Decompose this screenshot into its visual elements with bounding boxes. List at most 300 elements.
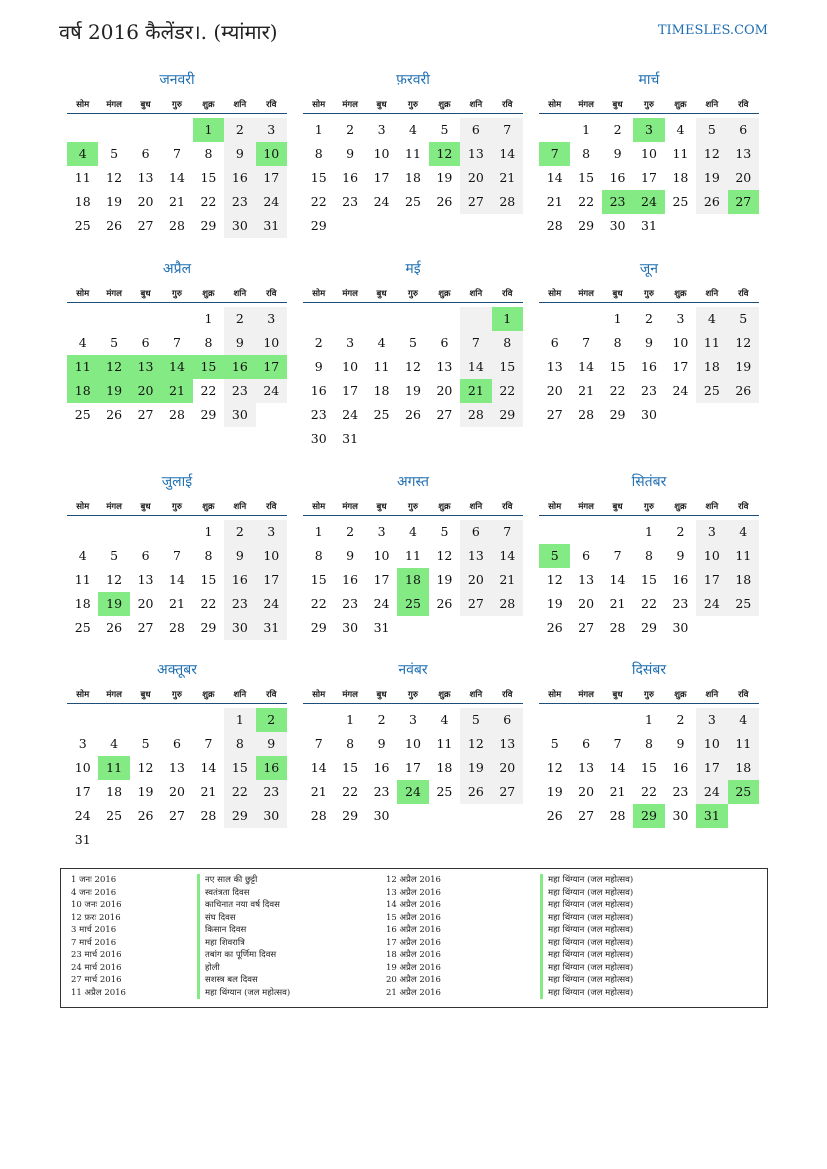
site-link[interactable]: TIMESLES.COM — [657, 23, 768, 38]
day-cell[interactable]: 5 — [110, 548, 119, 563]
day-cell[interactable]: 13 — [137, 572, 154, 587]
day-cell[interactable]: 8 — [492, 331, 523, 355]
day-cell[interactable]: 24 — [256, 592, 287, 616]
day-cell[interactable]: 24 — [696, 592, 727, 616]
day-cell[interactable]: 28 — [609, 620, 626, 635]
day-cell[interactable]: 27 — [546, 407, 563, 422]
day-cell[interactable]: 20 — [546, 383, 563, 398]
day-cell[interactable]: 26 — [106, 218, 123, 233]
day-cell[interactable]: 24 — [397, 780, 428, 804]
day-cell[interactable]: 17 — [342, 383, 359, 398]
day-cell[interactable]: 30 — [224, 403, 255, 427]
day-cell[interactable]: 28 — [609, 808, 626, 823]
day-cell[interactable]: 16 — [672, 572, 689, 587]
day-cell[interactable]: 30 — [256, 804, 287, 828]
day-cell[interactable]: 26 — [436, 596, 453, 611]
day-cell[interactable]: 10 — [405, 736, 421, 751]
day-cell[interactable]: 10 — [342, 359, 359, 374]
day-cell[interactable]: 18 — [696, 355, 727, 379]
day-cell[interactable]: 23 — [310, 407, 327, 422]
day-cell[interactable]: 26 — [137, 808, 154, 823]
day-cell[interactable]: 27 — [137, 218, 154, 233]
day-cell[interactable]: 30 — [373, 808, 390, 823]
day-cell[interactable]: 7 — [492, 118, 523, 142]
day-cell[interactable]: 7 — [539, 142, 570, 166]
day-cell[interactable]: 27 — [728, 190, 759, 214]
day-cell[interactable]: 15 — [310, 170, 327, 185]
day-cell[interactable]: 1 — [224, 708, 255, 732]
day-cell[interactable]: 10 — [256, 544, 287, 568]
day-cell[interactable]: 31 — [256, 214, 287, 238]
day-cell[interactable]: 20 — [460, 166, 491, 190]
day-cell[interactable]: 14 — [169, 170, 185, 185]
day-cell[interactable]: 7 — [173, 146, 181, 161]
day-cell[interactable]: 9 — [346, 548, 355, 563]
day-cell[interactable]: 4 — [676, 122, 685, 137]
day-cell[interactable]: 29 — [609, 407, 626, 422]
day-cell[interactable]: 28 — [200, 808, 217, 823]
day-cell[interactable]: 9 — [645, 335, 653, 350]
day-cell[interactable]: 14 — [609, 760, 626, 775]
day-cell[interactable]: 6 — [492, 708, 523, 732]
day-cell[interactable]: 12 — [546, 572, 563, 587]
day-cell[interactable]: 11 — [67, 355, 98, 379]
day-cell[interactable]: 15 — [310, 572, 327, 587]
day-cell[interactable]: 4 — [440, 712, 449, 727]
day-cell[interactable]: 7 — [613, 548, 622, 563]
day-cell[interactable]: 14 — [460, 355, 491, 379]
day-cell[interactable]: 9 — [256, 732, 287, 756]
day-cell[interactable]: 24 — [672, 383, 689, 398]
day-cell[interactable]: 15 — [641, 760, 657, 775]
day-cell[interactable]: 11 — [696, 331, 727, 355]
day-cell[interactable]: 2 — [613, 122, 622, 137]
day-cell[interactable]: 9 — [346, 146, 355, 161]
day-cell[interactable]: 22 — [609, 383, 626, 398]
day-cell[interactable]: 30 — [641, 407, 657, 422]
day-cell[interactable]: 19 — [546, 784, 563, 799]
day-cell[interactable]: 28 — [460, 403, 491, 427]
day-cell[interactable]: 28 — [492, 592, 523, 616]
day-cell[interactable]: 25 — [696, 379, 727, 403]
day-cell[interactable]: 26 — [106, 407, 123, 422]
day-cell[interactable]: 22 — [200, 194, 217, 209]
day-cell[interactable]: 29 — [633, 804, 664, 828]
day-cell[interactable]: 31 — [641, 218, 657, 233]
day-cell[interactable]: 8 — [582, 146, 591, 161]
day-cell[interactable]: 4 — [409, 524, 417, 539]
day-cell[interactable]: 17 — [641, 170, 657, 185]
day-cell[interactable]: 2 — [676, 524, 685, 539]
day-cell[interactable]: 24 — [373, 194, 390, 209]
day-cell[interactable]: 10 — [373, 548, 390, 563]
day-cell[interactable]: 29 — [200, 218, 217, 233]
day-cell[interactable]: 15 — [224, 756, 255, 780]
day-cell[interactable]: 21 — [161, 379, 192, 403]
day-cell[interactable]: 18 — [397, 568, 428, 592]
day-cell[interactable]: 29 — [342, 808, 359, 823]
day-cell[interactable]: 25 — [672, 194, 689, 209]
day-cell[interactable]: 28 — [492, 190, 523, 214]
day-cell[interactable]: 6 — [173, 736, 181, 751]
day-cell[interactable]: 28 — [169, 218, 185, 233]
day-cell[interactable]: 21 — [200, 784, 217, 799]
day-cell[interactable]: 3 — [377, 524, 386, 539]
day-cell[interactable]: 19 — [436, 572, 453, 587]
day-cell[interactable]: 22 — [492, 379, 523, 403]
day-cell[interactable]: 6 — [460, 520, 491, 544]
day-cell[interactable]: 28 — [169, 620, 185, 635]
day-cell[interactable]: 25 — [373, 407, 390, 422]
day-cell[interactable]: 24 — [633, 190, 664, 214]
day-cell[interactable]: 20 — [169, 784, 185, 799]
day-cell[interactable]: 22 — [578, 194, 595, 209]
day-cell[interactable]: 13 — [492, 732, 523, 756]
day-cell[interactable]: 6 — [141, 335, 150, 350]
day-cell[interactable]: 24 — [74, 808, 91, 823]
day-cell[interactable]: 8 — [613, 335, 622, 350]
day-cell[interactable]: 17 — [672, 359, 689, 374]
day-cell[interactable]: 14 — [169, 572, 185, 587]
day-cell[interactable]: 19 — [436, 170, 453, 185]
day-cell[interactable]: 18 — [728, 568, 759, 592]
day-cell[interactable]: 10 — [373, 146, 390, 161]
day-cell[interactable]: 3 — [409, 712, 417, 727]
day-cell[interactable]: 7 — [613, 736, 622, 751]
day-cell[interactable]: 17 — [373, 170, 390, 185]
day-cell[interactable]: 23 — [342, 596, 359, 611]
day-cell[interactable]: 16 — [672, 760, 689, 775]
day-cell[interactable]: 4 — [78, 335, 87, 350]
day-cell[interactable]: 31 — [342, 431, 359, 446]
day-cell[interactable]: 25 — [106, 808, 123, 823]
day-cell[interactable]: 14 — [546, 170, 563, 185]
day-cell[interactable]: 20 — [137, 596, 154, 611]
day-cell[interactable]: 21 — [609, 596, 626, 611]
day-cell[interactable]: 28 — [578, 407, 595, 422]
day-cell[interactable]: 22 — [200, 596, 217, 611]
day-cell[interactable]: 16 — [373, 760, 390, 775]
day-cell[interactable]: 18 — [672, 170, 689, 185]
day-cell[interactable]: 3 — [633, 118, 664, 142]
day-cell[interactable]: 8 — [224, 732, 255, 756]
day-cell[interactable]: 25 — [74, 620, 91, 635]
day-cell[interactable]: 8 — [204, 146, 213, 161]
day-cell[interactable]: 31 — [74, 832, 91, 847]
day-cell[interactable]: 18 — [74, 596, 91, 611]
day-cell[interactable]: 3 — [377, 122, 386, 137]
day-cell[interactable]: 4 — [110, 736, 119, 751]
day-cell[interactable]: 15 — [492, 355, 523, 379]
day-cell[interactable]: 31 — [256, 616, 287, 640]
day-cell[interactable]: 27 — [492, 780, 523, 804]
day-cell[interactable]: 23 — [224, 190, 255, 214]
day-cell[interactable]: 13 — [436, 359, 453, 374]
day-cell[interactable]: 22 — [342, 784, 359, 799]
day-cell[interactable]: 18 — [405, 170, 421, 185]
day-cell[interactable]: 19 — [106, 194, 123, 209]
day-cell[interactable]: 9 — [314, 359, 323, 374]
day-cell[interactable]: 16 — [224, 568, 255, 592]
day-cell[interactable]: 17 — [373, 572, 390, 587]
day-cell[interactable]: 21 — [169, 194, 185, 209]
day-cell[interactable]: 6 — [460, 118, 491, 142]
day-cell[interactable]: 3 — [696, 708, 727, 732]
day-cell[interactable]: 5 — [696, 118, 727, 142]
day-cell[interactable]: 25 — [728, 592, 759, 616]
day-cell[interactable]: 15 — [200, 170, 217, 185]
day-cell[interactable]: 11 — [728, 544, 759, 568]
day-cell[interactable]: 30 — [609, 218, 626, 233]
day-cell[interactable]: 10 — [256, 142, 287, 166]
day-cell[interactable]: 4 — [728, 520, 759, 544]
day-cell[interactable]: 10 — [696, 544, 727, 568]
day-cell[interactable]: 14 — [609, 572, 626, 587]
day-cell[interactable]: 16 — [342, 572, 359, 587]
day-cell[interactable]: 14 — [161, 355, 192, 379]
day-cell[interactable]: 16 — [342, 170, 359, 185]
day-cell[interactable]: 20 — [137, 194, 154, 209]
day-cell[interactable]: 1 — [314, 524, 323, 539]
day-cell[interactable]: 18 — [373, 383, 390, 398]
day-cell[interactable]: 22 — [200, 383, 217, 398]
day-cell[interactable]: 22 — [641, 784, 657, 799]
day-cell[interactable]: 14 — [200, 760, 217, 775]
day-cell[interactable]: 17 — [256, 166, 287, 190]
day-cell[interactable]: 25 — [74, 218, 91, 233]
day-cell[interactable]: 1 — [492, 307, 523, 331]
day-cell[interactable]: 15 — [609, 359, 626, 374]
day-cell[interactable]: 4 — [78, 548, 87, 563]
day-cell[interactable]: 5 — [141, 736, 150, 751]
day-cell[interactable]: 4 — [728, 708, 759, 732]
day-cell[interactable]: 21 — [460, 379, 491, 403]
day-cell[interactable]: 1 — [204, 311, 213, 326]
day-cell[interactable]: 20 — [130, 379, 161, 403]
day-cell[interactable]: 3 — [256, 520, 287, 544]
day-cell[interactable]: 28 — [310, 808, 327, 823]
day-cell[interactable]: 19 — [546, 596, 563, 611]
day-cell[interactable]: 16 — [609, 170, 626, 185]
day-cell[interactable]: 10 — [696, 732, 727, 756]
day-cell[interactable]: 9 — [613, 146, 622, 161]
day-cell[interactable]: 7 — [173, 335, 181, 350]
day-cell[interactable]: 3 — [676, 311, 685, 326]
day-cell[interactable]: 17 — [256, 355, 287, 379]
day-cell[interactable]: 2 — [224, 307, 255, 331]
day-cell[interactable]: 22 — [310, 596, 327, 611]
day-cell[interactable]: 19 — [460, 756, 491, 780]
day-cell[interactable]: 10 — [256, 331, 287, 355]
day-cell[interactable]: 9 — [676, 548, 685, 563]
day-cell[interactable]: 8 — [204, 335, 213, 350]
day-cell[interactable]: 18 — [436, 760, 453, 775]
day-cell[interactable]: 26 — [436, 194, 453, 209]
day-cell[interactable]: 25 — [405, 194, 421, 209]
day-cell[interactable]: 16 — [224, 355, 255, 379]
day-cell[interactable]: 24 — [256, 190, 287, 214]
day-cell[interactable]: 5 — [110, 335, 119, 350]
day-cell[interactable]: 12 — [460, 732, 491, 756]
day-cell[interactable]: 11 — [728, 732, 759, 756]
day-cell[interactable]: 20 — [578, 784, 595, 799]
day-cell[interactable]: 21 — [578, 383, 595, 398]
day-cell[interactable]: 20 — [492, 756, 523, 780]
day-cell[interactable]: 23 — [641, 383, 657, 398]
day-cell[interactable]: 16 — [310, 383, 327, 398]
day-cell[interactable]: 14 — [310, 760, 327, 775]
day-cell[interactable]: 22 — [224, 780, 255, 804]
day-cell[interactable]: 11 — [98, 756, 129, 780]
day-cell[interactable]: 3 — [696, 520, 727, 544]
day-cell[interactable]: 12 — [137, 760, 154, 775]
day-cell[interactable]: 8 — [204, 548, 213, 563]
day-cell[interactable]: 11 — [373, 359, 390, 374]
day-cell[interactable]: 21 — [169, 596, 185, 611]
day-cell[interactable]: 9 — [676, 736, 685, 751]
day-cell[interactable]: 1 — [582, 122, 591, 137]
day-cell[interactable]: 14 — [492, 142, 523, 166]
day-cell[interactable]: 12 — [106, 170, 123, 185]
day-cell[interactable]: 30 — [224, 214, 255, 238]
day-cell[interactable]: 15 — [342, 760, 359, 775]
day-cell[interactable]: 28 — [169, 407, 185, 422]
day-cell[interactable]: 2 — [224, 520, 255, 544]
day-cell[interactable]: 29 — [310, 218, 327, 233]
day-cell[interactable]: 12 — [436, 548, 453, 563]
day-cell[interactable]: 16 — [256, 756, 287, 780]
day-cell[interactable]: 13 — [728, 142, 759, 166]
day-cell[interactable]: 2 — [314, 335, 323, 350]
day-cell[interactable]: 25 — [728, 780, 759, 804]
day-cell[interactable]: 11 — [74, 572, 91, 587]
day-cell[interactable]: 9 — [224, 331, 255, 355]
day-cell[interactable]: 21 — [492, 568, 523, 592]
day-cell[interactable]: 29 — [200, 407, 217, 422]
day-cell[interactable]: 8 — [314, 146, 323, 161]
day-cell[interactable]: 26 — [106, 620, 123, 635]
day-cell[interactable]: 11 — [405, 548, 421, 563]
day-cell[interactable]: 19 — [137, 784, 154, 799]
day-cell[interactable]: 19 — [98, 592, 129, 616]
day-cell[interactable]: 23 — [672, 596, 689, 611]
day-cell[interactable]: 2 — [346, 122, 355, 137]
day-cell[interactable]: 23 — [224, 379, 255, 403]
day-cell[interactable]: 26 — [405, 407, 421, 422]
day-cell[interactable]: 1 — [613, 311, 622, 326]
day-cell[interactable]: 13 — [130, 355, 161, 379]
day-cell[interactable]: 5 — [440, 122, 449, 137]
day-cell[interactable]: 4 — [409, 122, 417, 137]
day-cell[interactable]: 5 — [460, 708, 491, 732]
day-cell[interactable]: 24 — [342, 407, 359, 422]
day-cell[interactable]: 12 — [429, 142, 460, 166]
day-cell[interactable]: 27 — [460, 592, 491, 616]
day-cell[interactable]: 6 — [141, 146, 150, 161]
day-cell[interactable]: 23 — [672, 784, 689, 799]
day-cell[interactable]: 31 — [373, 620, 390, 635]
day-cell[interactable]: 15 — [193, 355, 224, 379]
day-cell[interactable]: 5 — [539, 544, 570, 568]
day-cell[interactable]: 2 — [346, 524, 355, 539]
day-cell[interactable]: 6 — [141, 548, 150, 563]
day-cell[interactable]: 14 — [492, 544, 523, 568]
day-cell[interactable]: 22 — [641, 596, 657, 611]
day-cell[interactable]: 20 — [460, 568, 491, 592]
day-cell[interactable]: 12 — [106, 572, 123, 587]
day-cell[interactable]: 13 — [169, 760, 185, 775]
day-cell[interactable]: 19 — [696, 166, 727, 190]
day-cell[interactable]: 14 — [578, 359, 595, 374]
day-cell[interactable]: 12 — [405, 359, 421, 374]
day-cell[interactable]: 7 — [204, 736, 213, 751]
day-cell[interactable]: 4 — [67, 142, 98, 166]
day-cell[interactable]: 25 — [397, 592, 428, 616]
day-cell[interactable]: 13 — [137, 170, 154, 185]
day-cell[interactable]: 27 — [137, 407, 154, 422]
day-cell[interactable]: 7 — [314, 736, 323, 751]
day-cell[interactable]: 8 — [346, 736, 355, 751]
day-cell[interactable]: 4 — [696, 307, 727, 331]
day-cell[interactable]: 6 — [582, 736, 591, 751]
day-cell[interactable]: 16 — [224, 166, 255, 190]
day-cell[interactable]: 26 — [546, 620, 563, 635]
day-cell[interactable]: 15 — [200, 572, 217, 587]
day-cell[interactable]: 5 — [409, 335, 417, 350]
day-cell[interactable]: 6 — [728, 118, 759, 142]
day-cell[interactable]: 25 — [74, 407, 91, 422]
day-cell[interactable]: 2 — [676, 712, 685, 727]
day-cell[interactable]: 17 — [696, 756, 727, 780]
day-cell[interactable]: 7 — [173, 548, 181, 563]
day-cell[interactable]: 23 — [602, 190, 633, 214]
day-cell[interactable]: 10 — [672, 335, 689, 350]
day-cell[interactable]: 1 — [645, 712, 653, 727]
day-cell[interactable]: 23 — [256, 780, 287, 804]
day-cell[interactable]: 2 — [645, 311, 653, 326]
day-cell[interactable]: 29 — [224, 804, 255, 828]
day-cell[interactable]: 6 — [550, 335, 559, 350]
day-cell[interactable]: 7 — [492, 520, 523, 544]
day-cell[interactable]: 3 — [256, 307, 287, 331]
day-cell[interactable]: 23 — [342, 194, 359, 209]
day-cell[interactable]: 24 — [373, 596, 390, 611]
day-cell[interactable]: 19 — [405, 383, 421, 398]
day-cell[interactable]: 11 — [74, 170, 91, 185]
day-cell[interactable]: 26 — [546, 808, 563, 823]
day-cell[interactable]: 2 — [377, 712, 386, 727]
day-cell[interactable]: 13 — [578, 572, 595, 587]
day-cell[interactable]: 17 — [74, 784, 91, 799]
day-cell[interactable]: 29 — [200, 620, 217, 635]
day-cell[interactable]: 1 — [645, 524, 653, 539]
day-cell[interactable]: 4 — [377, 335, 386, 350]
day-cell[interactable]: 2 — [256, 708, 287, 732]
day-cell[interactable]: 19 — [728, 355, 759, 379]
day-cell[interactable]: 27 — [436, 407, 453, 422]
day-cell[interactable]: 26 — [696, 190, 727, 214]
day-cell[interactable]: 18 — [74, 194, 91, 209]
day-cell[interactable]: 5 — [440, 524, 449, 539]
day-cell[interactable]: 21 — [310, 784, 327, 799]
day-cell[interactable]: 26 — [460, 780, 491, 804]
day-cell[interactable]: 23 — [224, 592, 255, 616]
day-cell[interactable]: 25 — [436, 784, 453, 799]
day-cell[interactable]: 12 — [728, 331, 759, 355]
day-cell[interactable]: 9 — [224, 544, 255, 568]
day-cell[interactable]: 18 — [106, 784, 123, 799]
day-cell[interactable]: 29 — [492, 403, 523, 427]
